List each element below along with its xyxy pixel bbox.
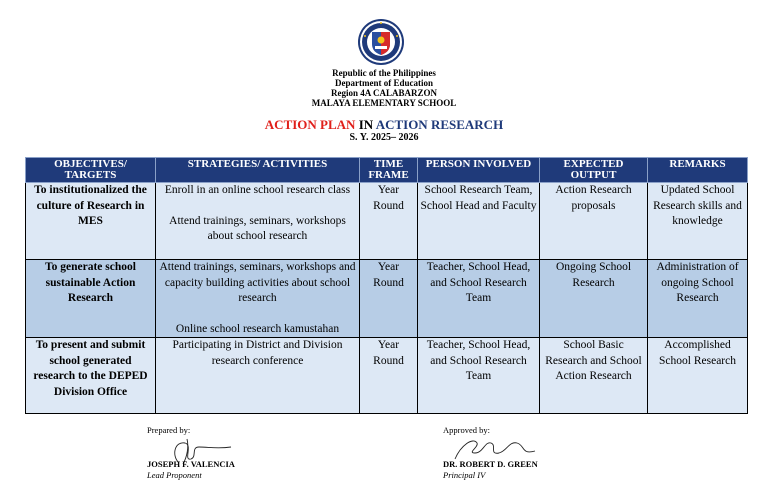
strategy-item: Attend trainings, seminars, workshops and capacity building activities about school research	[159, 261, 356, 304]
table-row	[26, 338, 748, 414]
col-header-person-involved: PERSON INVOLVED	[418, 158, 540, 183]
title-in: IN	[355, 117, 376, 132]
cell-output: School Basic Research and School Action Research	[540, 338, 648, 414]
approved-by-block	[443, 425, 643, 485]
col-header-time-frame: TIME FRAME	[360, 158, 418, 183]
header-school: MALAYA ELEMENTARY SCHOOL	[311, 98, 457, 108]
cell-output: Action Research proposals	[540, 183, 648, 260]
action-plan-table	[25, 157, 748, 414]
prepared-by-role: Lead Proponent	[147, 470, 202, 480]
deped-seal-logo	[357, 18, 405, 66]
col-header-objectives: OBJECTIVES/ TARGETS	[26, 158, 156, 183]
approved-by-label: Approved by:	[443, 425, 490, 435]
cell-persons: School Research Team, School Head and Faculty	[418, 183, 540, 260]
prepared-by-label: Prepared by:	[147, 425, 191, 435]
cell-remarks: Updated School Research skills and knowledge	[648, 183, 748, 260]
title-action-research: ACTION RESEARCH	[375, 117, 504, 132]
cell-time-frame: Year Round	[360, 260, 418, 338]
strategy-item: Participating in District and Division research conference	[172, 339, 343, 367]
cell-objective: To generate school sustainable Action Research	[26, 260, 156, 338]
cell-remarks: Accomplished School Research	[648, 338, 748, 414]
document-title	[0, 117, 768, 133]
table-row	[26, 183, 748, 260]
col-header-strategies: STRATEGIES/ ACTIVITIES	[156, 158, 360, 183]
title-action-plan: ACTION PLAN	[264, 117, 356, 132]
prepared-by-name: JOSEPH F. VALENCIA	[147, 459, 235, 469]
cell-strategy	[156, 260, 360, 338]
header-department: Department of Education	[335, 78, 433, 88]
prepared-by-block	[147, 425, 347, 485]
cell-persons: Teacher, School Head, and School Research Team	[418, 338, 540, 414]
header-republic: Republic of the Philippines	[332, 68, 436, 78]
table-header-row	[26, 158, 748, 183]
header-region: Region 4A CALABARZON	[330, 88, 437, 98]
approved-by-name: DR. ROBERT D. GREEN	[443, 459, 538, 469]
cell-remarks: Administration of ongoing School Research	[648, 260, 748, 338]
strategy-item: Online school research kamustahan	[175, 322, 340, 335]
school-year: S. Y. 2025– 2026	[349, 132, 419, 143]
strategy-item: Attend trainings, seminars, workshops about school research	[169, 214, 346, 242]
cell-objective: To present and submit school generated research to the DEPED Division Office	[26, 338, 156, 414]
table-row	[26, 260, 748, 338]
cell-strategy	[156, 338, 360, 414]
cell-time-frame: Year Round	[360, 338, 418, 414]
cell-objective: To institutionalized the culture of Research in MES	[26, 183, 156, 260]
approved-by-role: Principal IV	[443, 470, 486, 480]
col-header-remarks: REMARKS	[648, 158, 748, 183]
cell-output: Ongoing School Research	[540, 260, 648, 338]
cell-time-frame: Year Round	[360, 183, 418, 260]
cell-persons: Teacher, School Head, and School Research Team	[418, 260, 540, 338]
col-header-expected-output: EXPECTED OUTPUT	[540, 158, 648, 183]
cell-strategy	[156, 183, 360, 260]
strategy-item: Enroll in an online school research class	[164, 184, 351, 196]
